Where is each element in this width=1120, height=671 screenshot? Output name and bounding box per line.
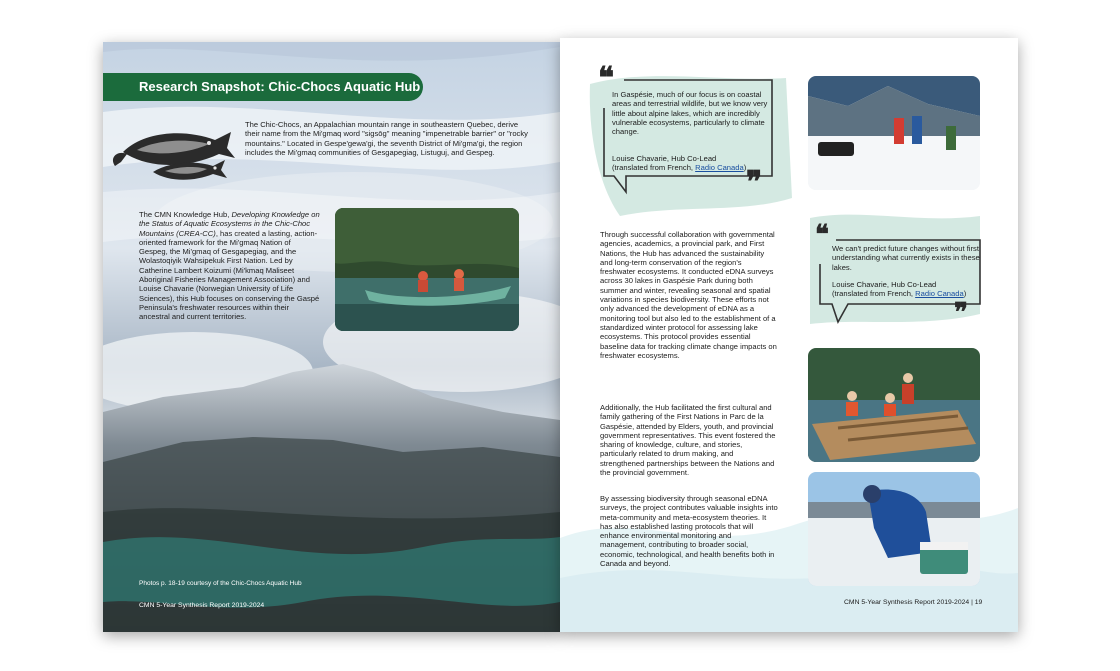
- quote-2-attribution: Louise Chavarie, Hub Co-Lead: [832, 280, 937, 289]
- intro-paragraph: The Chic-Chocs, an Appalachian mountain range in southeastern Quebec, derive their name from the Mi'gmaq word "sigsōg" meaning "impenetrable barrier" or "rocky mountains." Located in Gespe'gewa'gi, the seventh District of Mi'gma'gi, the region includes the Mi'gmaq communities of Gesgapegiag, Listuguj, and Gespeg.: [245, 120, 528, 157]
- main-paragraph-1: Through successful collaboration with governmental agencies, academics, a provincial park, and First Nations, the Hub has advanced the sustainability and long-term conservation of the region's freshwater ecosystems. It conducted eDNA surveys across 30 lakes in Gaspésie Park during both summer and winter, revealing seasonal and spatial variations in species biodiversity. These efforts not only advanced the development of eDNA as a monitoring tool but also led to the establishment of a standardized winter protocol for assessing lake ecosystems. This protocol provides essential baseline data for tracking climate change impacts on freshwater ecosystems.: [600, 230, 777, 360]
- page-title: Research Snapshot: Chic-Chocs Aquatic Hub: [103, 73, 423, 101]
- right-footer: CMN 5-Year Synthesis Report 2019-2024 | 19: [844, 599, 983, 606]
- quote-1-source-pre: (translated from French,: [612, 163, 696, 172]
- main-paragraph-3: By assessing biodiversity through seasonal eDNA surveys, the project contributes valuable insights into meta-community and meta-ecosystem theories. It has also established lasting protocols that will enhance environmental monitoring and management, contributing to broader social, economic, technological, and health benefits both in Canada and beyond.: [600, 494, 778, 569]
- quote-2-source-pre: (translated from French,: [832, 289, 916, 298]
- knowledge-post: , has created a lasting, action-oriented framework for the Mi'gmaq Nation of Gespeg, the Mi'gmaq of Gesgapegiag, and the Wolastoqiyik Wahsipekuk First Nation. Led by Catherine Lambert Koizumi (Mi'kmaq Maliseet Aboriginal Fisheries Management Association) and Louise Chavarie (Norwegian University of Life Sciences), this Hub focuses on conserving the Gaspé Peninsula's freshwater resources within their ancestral and current territories.: [139, 228, 320, 322]
- fish-illustration: [103, 114, 238, 189]
- hub-project-title: Developing Knowledge on the Status of Aquatic Ecosystems in the Chic-Choc Mountains (CREA-CC): [139, 210, 320, 238]
- winter-lake-photo: [808, 76, 980, 190]
- right-page: [560, 38, 1018, 632]
- quote-open-icon: ❝: [598, 61, 615, 96]
- photo-credit: Photos p. 18-19 courtesy of the Chic-Chocs Aquatic Hub: [139, 580, 302, 587]
- radio-canada-link-2[interactable]: Radio Canada: [915, 289, 964, 298]
- quote-close-icon: ❞: [954, 298, 968, 328]
- radio-canada-link-1[interactable]: Radio Canada: [695, 163, 744, 172]
- left-page: [103, 42, 560, 632]
- quote-1-source-post: ): [743, 163, 747, 172]
- knowledge-pre: The CMN Knowledge Hub,: [139, 210, 232, 219]
- quote-2-text: We can't predict future changes without first understanding what currently exists in these lakes.: [832, 244, 980, 272]
- quote-close-icon: ❞: [746, 165, 763, 200]
- left-footer: CMN 5-Year Synthesis Report 2019-2024: [139, 602, 265, 609]
- main-paragraph-2: Additionally, the Hub facilitated the first cultural and family gathering of the First Nations in Parc de la Gaspésie, attended by Elders, youth, and provincial government representatives. This event fostered the sharing of knowledge, culture, and stories, particularly related to drum making, and strengthened partnerships between the Nations and the provincial government.: [600, 403, 776, 478]
- dock-building-photo: [808, 348, 980, 462]
- quote-2-source: [832, 289, 982, 298]
- canoe-photo: [335, 208, 519, 331]
- quote-1-text: In Gaspésie, much of our focus is on coastal areas and terrestrial wildlife, but we know very little about alpine lakes, which are incredibly vulnerable ecosystems, particularly to climate change.: [612, 90, 768, 137]
- ice-fishing-photo: [808, 472, 980, 586]
- quote-open-icon: ❝: [815, 220, 829, 250]
- quote-2-source-post: ): [963, 289, 967, 298]
- quote-1-attribution: Louise Chavarie, Hub Co-Lead: [612, 154, 717, 163]
- knowledge-hub-paragraph: [139, 210, 321, 322]
